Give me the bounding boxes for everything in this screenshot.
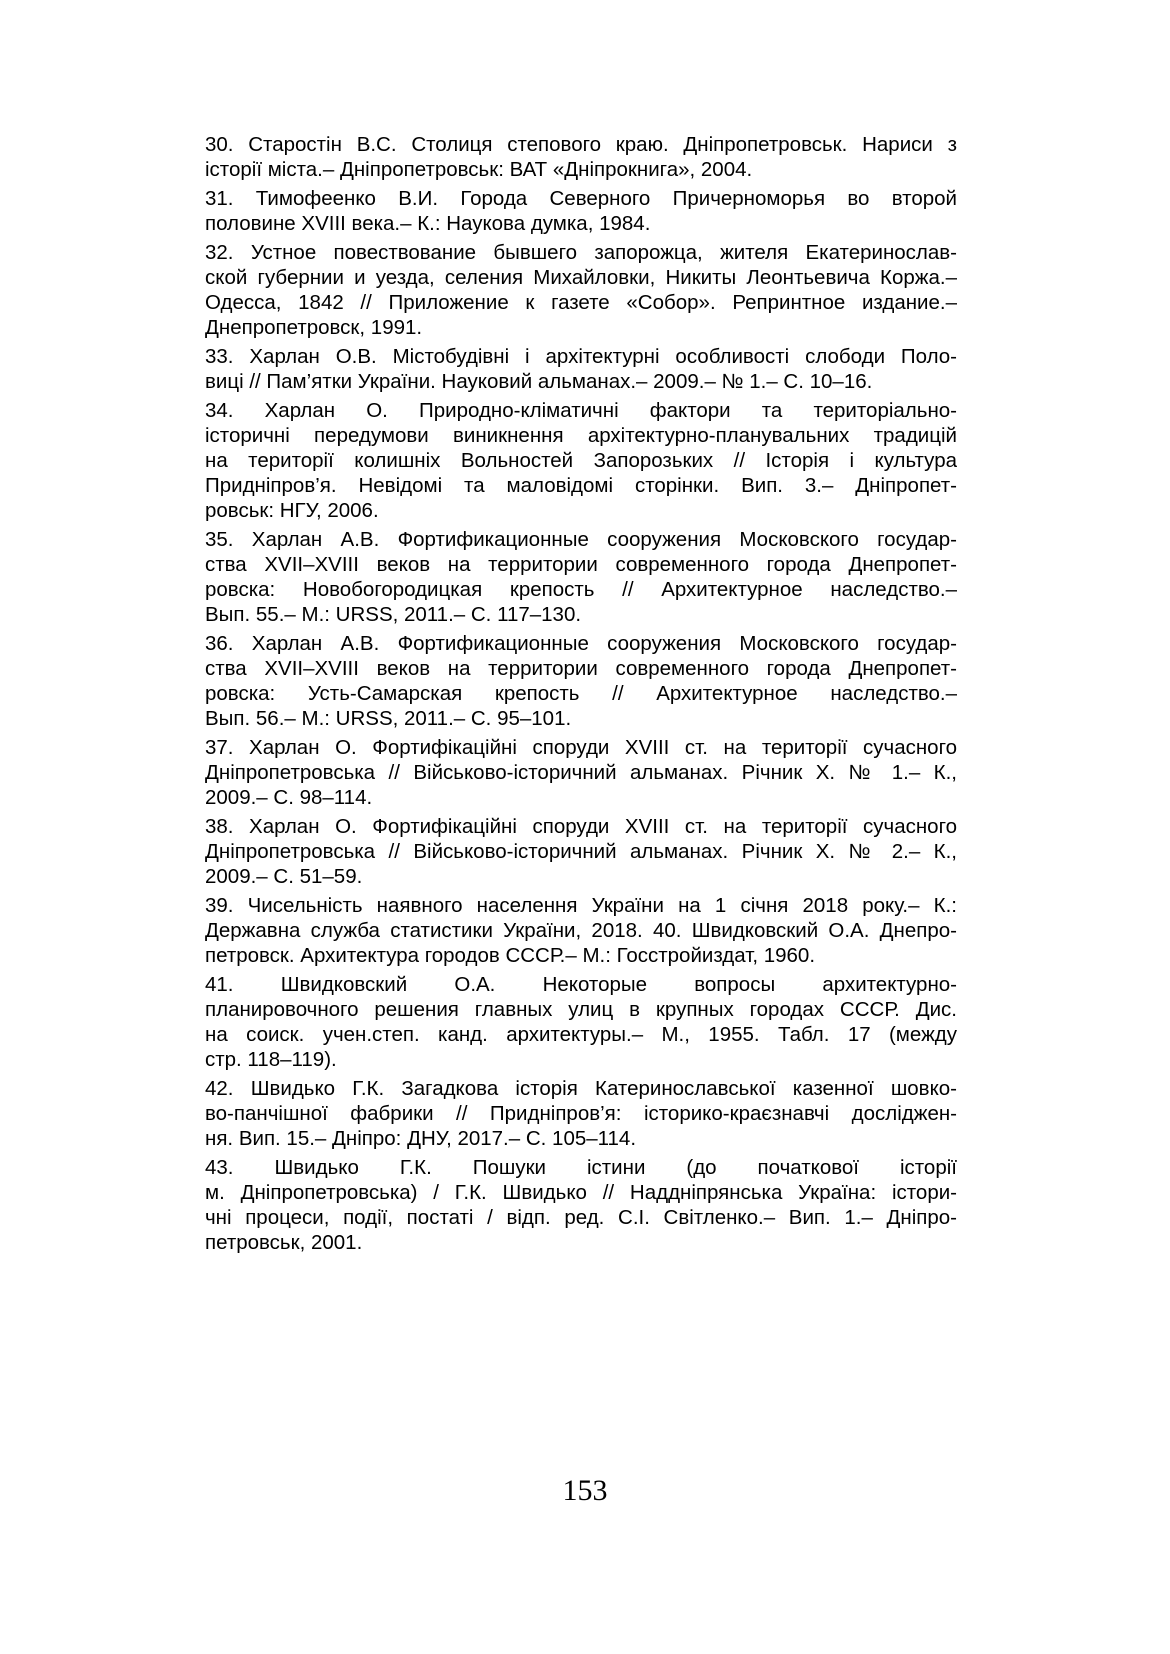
reference-entry — [205, 1155, 957, 1255]
reference-line: 34. Харлан О. Природно-кліматичні фактори та територіально- — [205, 399, 957, 422]
reference-line: 2009.– С. 98–114. — [205, 786, 373, 809]
reference-line: чні процеси, події, постаті / відп. ред. С.І. Світленко.– Вип. 1.– Дніпро- — [205, 1206, 957, 1229]
reference-line: на території колишніх Вольностей Запорозьких // Історія і культура — [205, 449, 957, 472]
reference-line: ства XVII–XVIII веков на территории современного города Днепропет- — [205, 657, 957, 680]
reference-line: ня. Вип. 15.– Дніпро: ДНУ, 2017.– С. 105–114. — [205, 1127, 637, 1150]
reference-line: 33. Харлан О.В. Містобудівні і архітектурні особливості слободи Поло- — [205, 345, 957, 368]
reference-line: Дніпропетровська // Військово-історичний альманах. Річник Х. № 1.– К., — [205, 761, 957, 784]
reference-line: Днепропетровск, 1991. — [205, 316, 423, 339]
reference-line: Вып. 56.– М.: URSS, 2011.– С. 95–101. — [205, 707, 572, 730]
reference-entry — [205, 344, 957, 394]
references-list — [205, 132, 957, 1259]
reference-line: петровськ, 2001. — [205, 1231, 363, 1254]
reference-line: 2009.– С. 51–59. — [205, 865, 363, 888]
reference-line: Вып. 55.– М.: URSS, 2011.– С. 117–130. — [205, 603, 582, 626]
reference-line: 38. Харлан О. Фортифікаційні споруди XVIII ст. на території сучасного — [205, 815, 957, 838]
reference-entry — [205, 893, 957, 968]
reference-entry — [205, 972, 957, 1072]
reference-line: історії міста.– Дніпропетровськ: ВАТ «Дніпрокнига», 2004. — [205, 158, 753, 181]
page-number: 153 — [562, 1474, 608, 1507]
reference-line: 43. Швидько Г.К. Пошуки істини (до початкової історії — [205, 1156, 957, 1179]
reference-line: половине XVIII века.– К.: Наукова думка, 1984. — [205, 212, 651, 235]
reference-line: м. Дніпропетровська) / Г.К. Швидько // Наддніпрянська Україна: істори- — [205, 1181, 957, 1204]
reference-line: на соиск. учен.степ. канд. архитектуры.– М., 1955. Табл. 17 (между — [205, 1023, 957, 1046]
reference-line: 32. Устное повествование бывшего запорожца, жителя Екатеринослав- — [205, 241, 957, 264]
reference-entry — [205, 186, 957, 236]
reference-line: ской губернии и уезда, селения Михайловки, Никиты Леонтьевича Коржа.– — [205, 266, 957, 289]
reference-line: 39. Чисельність наявного населення України на 1 січня 2018 року.– К.: — [205, 894, 957, 917]
reference-line: виці // Пам’ятки України. Науковий альманах.– 2009.– № 1.– С. 10–16. — [205, 370, 873, 393]
reference-line: 42. Швидько Г.К. Загадкова історія Катеринославської казенної шовко- — [205, 1077, 957, 1100]
reference-entry — [205, 814, 957, 889]
reference-line: ровска: Новобогородицкая крепость // Архитектурное наследство.– — [205, 578, 957, 601]
reference-line: Дніпропетровська // Військово-історичний альманах. Річник Х. № 2.– К., — [205, 840, 957, 863]
reference-entry — [205, 735, 957, 810]
reference-line: Державна служба статистики України, 2018. 40. Швидковский О.А. Днепро- — [205, 919, 957, 942]
reference-line: 37. Харлан О. Фортифікаційні споруди XVIII ст. на території сучасного — [205, 736, 957, 759]
reference-entry — [205, 527, 957, 627]
reference-line: планировочного решения главных улиц в крупных городах СССР. Дис. — [205, 998, 957, 1021]
reference-line: ровска: Усть-Самарская крепость // Архитектурное наследство.– — [205, 682, 957, 705]
reference-line: 36. Харлан А.В. Фортификационные сооружения Московского государ- — [205, 632, 957, 655]
reference-entry — [205, 398, 957, 523]
reference-entry — [205, 132, 957, 182]
reference-line: стр. 118–119). — [205, 1048, 337, 1071]
reference-entry — [205, 631, 957, 731]
reference-line: 35. Харлан А.В. Фортификационные сооружения Московского государ- — [205, 528, 957, 551]
reference-line: во-панчішної фабрики // Придніпров’я: історико-краєзнавчі досліджен- — [205, 1102, 957, 1125]
reference-entry — [205, 1076, 957, 1151]
reference-line: 41. Швидковский О.А. Некоторые вопросы архитектурно- — [205, 973, 957, 996]
reference-line: 31. Тимофеенко В.И. Города Северного Причерноморья во второй — [205, 187, 957, 210]
reference-line: ровськ: НГУ, 2006. — [205, 499, 379, 522]
reference-entry — [205, 240, 957, 340]
reference-line: Придніпров’я. Невідомі та маловідомі сторінки. Вип. 3.– Дніпропет- — [205, 474, 957, 497]
reference-line: петровск. Архитектура городов СССР.– М.: Госстройиздат, 1960. — [205, 944, 816, 967]
reference-line: історичні передумови виникнення архітектурно-планувальних традицій — [205, 424, 957, 447]
reference-line: Одесса, 1842 // Приложение к газете «Собор». Репринтное издание.– — [205, 291, 957, 314]
reference-line: ства XVII–XVIII веков на территории современного города Днепропет- — [205, 553, 957, 576]
reference-line: 30. Старостін В.С. Столиця степового краю. Дніпропетровськ. Нариси з — [205, 133, 957, 156]
